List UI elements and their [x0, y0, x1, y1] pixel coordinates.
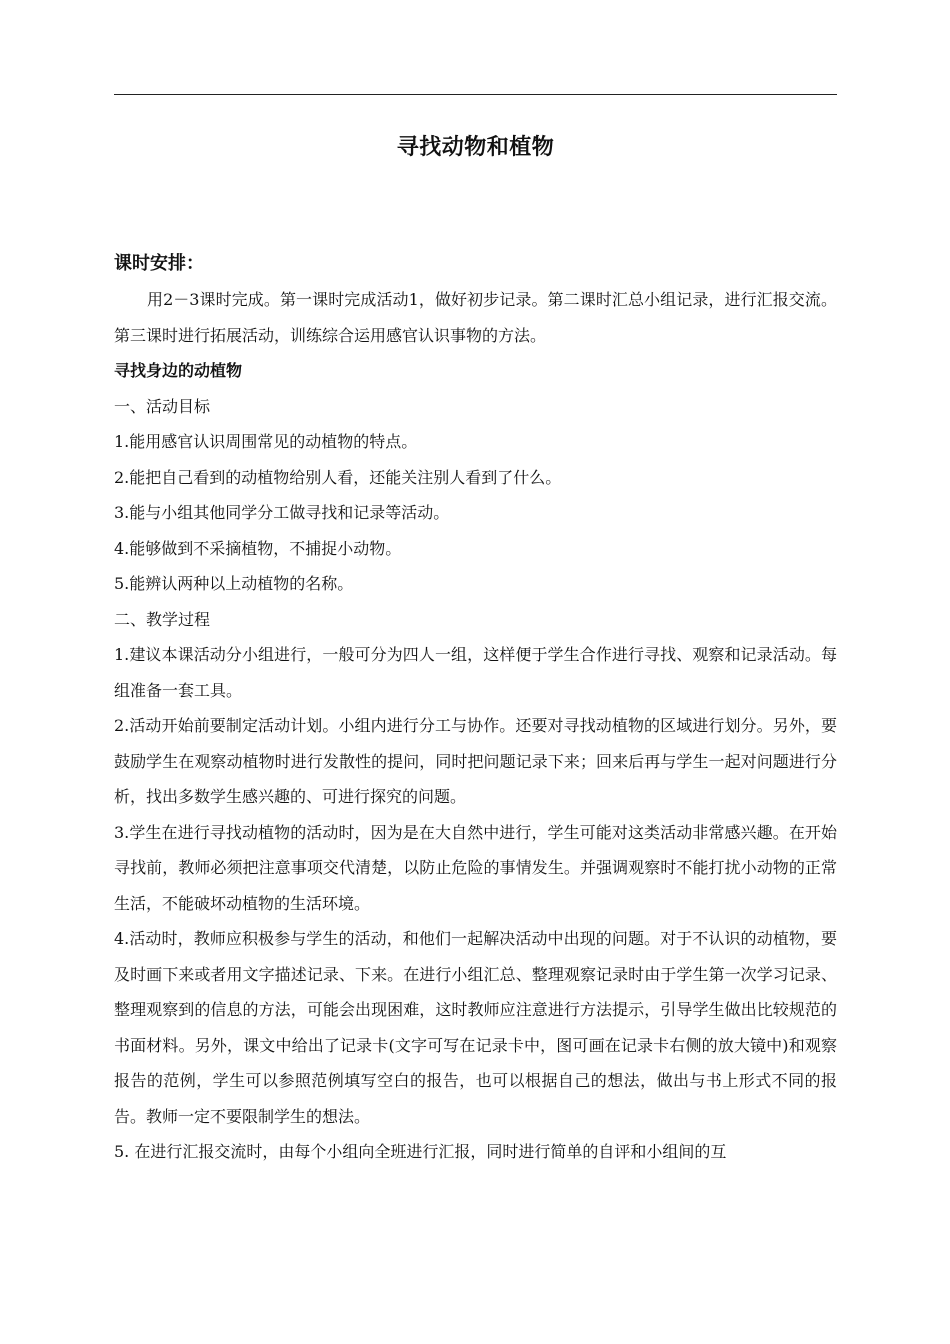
goal-item: 1.能用感官认识周围常见的动植物的特点。 — [114, 432, 418, 451]
schedule-paragraph: 用2－3课时完成。第一课时完成活动1，做好初步记录。第二课时汇总小组记录，进行汇报交流。第三课时进行拓展活动，训练综合运用感官认识事物的方法。 — [114, 290, 837, 345]
goal-item: 3.能与小组其他同学分工做寻找和记录等活动。 — [114, 503, 450, 522]
process-item: 4.活动时，教师应积极参与学生的活动，和他们一起解决活动中出现的问题。对于不认识的动植物，要及时画下来或者用文字描述记录、下来。在进行小组汇总、整理观察记录时由于学生第一次学习记录、整理观察到的信息的方法，可能会出现困难，这时教师应注意进行方法提示，引导学生做出比较规范的书面材料。另外，课文中给出了记录卡(文字可写在记录卡中，图可画在记录卡右侧的放大镜中)和观察报告的范例，学生可以参照范例填写空白的报告，也可以根据自己的想法，做出与书上形式不同的报告。教师一定不要限制学生的想法。 — [114, 929, 837, 1126]
goals-heading: 一、活动目标 — [114, 396, 211, 416]
goal-item: 5.能辨认两种以上动植物的名称。 — [114, 574, 354, 593]
process-item: 2.活动开始前要制定活动计划。小组内进行分工与协作。还要对寻找动植物的区域进行划分。另外，要鼓励学生在观察动植物时进行发散性的提问，同时把问题记录下来；回来后再与学生一起对问题进行分析，找出多数学生感兴趣的、可进行探究的问题。 — [114, 716, 837, 806]
header-rule — [114, 94, 837, 95]
activity-heading: 寻找身边的动植物 — [114, 361, 243, 380]
goal-item: 2.能把自己看到的动植物给别人看，还能关注别人看到了什么。 — [114, 467, 562, 487]
document-title: 寻找动物和植物 — [396, 135, 555, 160]
document-body — [114, 250, 837, 1170]
process-item: 1.建议本课活动分小组进行，一般可分为四人一组，这样便于学生合作进行寻找、观察和记录活动。每组准备一套工具。 — [114, 645, 837, 700]
process-item: 3.学生在进行寻找动植物的活动时，因为是在大自然中进行，学生可能对这类活动非常感兴趣。在开始寻找前，教师必须把注意事项交代清楚，以防止危险的事情发生。并强调观察时不能打扰小动物的正常生活，不能破坏动植物的生活环境。 — [114, 822, 837, 913]
schedule-heading: 课时安排： — [114, 253, 204, 274]
goal-item: 4.能够做到不采摘植物，不捕捉小动物。 — [114, 538, 402, 558]
process-item: 5. 在进行汇报交流时，由每个小组向全班进行汇报，同时进行简单的自评和小组间的互 — [114, 1142, 727, 1161]
process-heading: 二、教学过程 — [114, 609, 211, 629]
